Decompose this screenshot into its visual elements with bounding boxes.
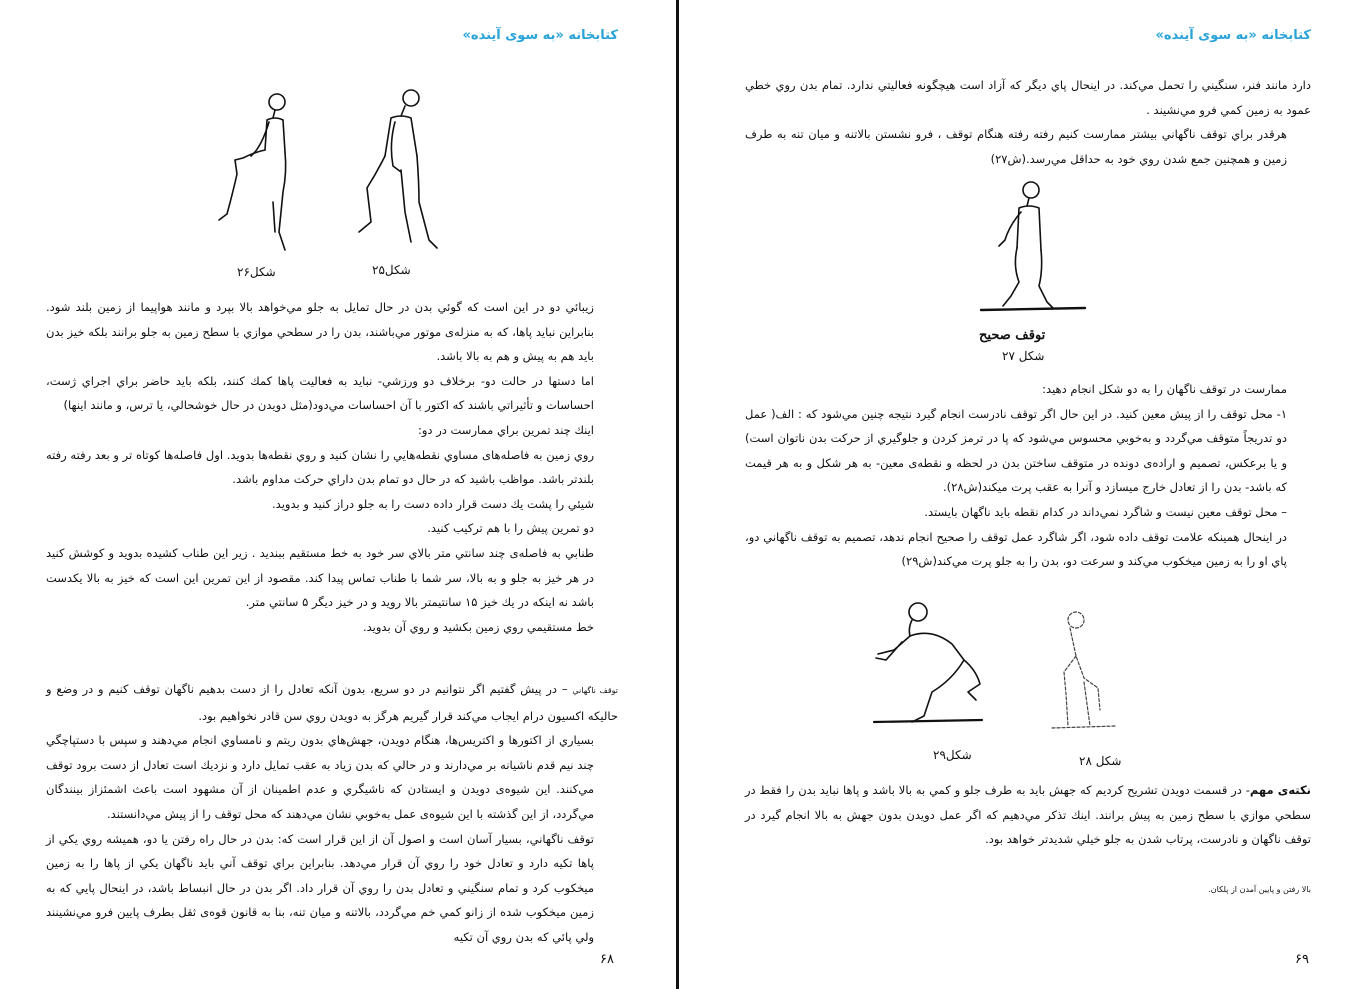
- section-label: توقف ناگهاني: [572, 686, 619, 695]
- figure-label-28: شکل ۲۸: [1079, 754, 1122, 768]
- paragraph: شيئي را پشت يك دست قرار داده دست را به جلو دراز كنيد و بدويد.: [272, 496, 594, 511]
- text-block-middle: [745, 377, 1311, 574]
- figure-label-25: شکل۲۵: [372, 263, 411, 277]
- important-label: نکته‌ی مهم: [1249, 783, 1311, 797]
- paragraph: روي زمين به فاصله‌های مساوي نقطه‌هايي را نشان كنيد و روي نقطه‌ها بدويد. اول فاصله‌ها كوتاه تر و بعد رفته رفته بلندتر باشد. مواظب باشيد كه در حال دو تمام بدن داراي حركت مداوم باشد.: [46, 447, 594, 487]
- paragraph: اينك چند تمرين براي ممارست در دو:: [417, 422, 594, 437]
- paragraph: توقف ناگهاني، بسيار آسان است و اصول آن از اين قرار است كه: بدن در حال راه رفتن يا دو، هميشه روي يكي از پاها تكيه دارد و تعادل خود را روي آن قرار مي‌دهد. بنابراين براي توقف آني بايد ناگهان يكي از پاها را به زمين ميخكوب كرد و تمام سنگيني و تعادل بدن را روي آن قرار داد. اگر بدن در حال انبساط باشد، در اينحال پايي كه به زمين ميخكوب شده از زانو كمي خم مي‌گردد، بالاتنه و ميان تنه، بنا به قانون قوه‌ی ثقل بطرف پايين فرو مي‌نشينند ولي پائي كه بدن روي آن تكيه: [46, 831, 594, 944]
- paragraph: بسياري از اكتورها و اكتريس‌ها، هنگام دويدن، جهش‌هاي بدون ريتم و نامساوي انجام مي‌دهند و سپس با دستپاچگي چند نيم قدم ناشيانه بر مي‌دارند و در حالي كه بدن زياد به عقب تمايل دارد و نزديك است تعادل از دست برود توقف مي‌كنند. اين شيوه‌ی دويدن و ايستادن كه ناشيگري و عدم اطمينان از آن مشهود است باعث اشمئزاز بينندگان مي‌گردد، از اين گذشته با اين شيوه‌ی عمل به‌خوبي نشان مي‌دهند كه محل توقف را از پيش مي‌دانستند.: [46, 733, 594, 821]
- paragraph: ۱- محل توقف را از پيش معين كنيد. در اين حال اگر توقف نادرست انجام گيرد نتيجه چنين مي‌شود كه : الف( عمل دو تدريجاً متوقف مي‌گردد و به‌خوبي محسوس مي‌شود كه پا در ترمز كردن و جلوگيري از حركت بدن ناتوان است) و يا برعكس، تصميم و اراده‌ی دونده در متوقف ساختن بدن در لحظه و نقطه‌ی معين- به هر شكل و به هر قيمت كه باشد- بدن را از تعادل خارج ميسازد و آنرا به عقب پرت ميكند(ش۲۸).: [745, 406, 1287, 495]
- paragraph: زيبائي دو در اين است كه گوئي بدن در حال تمايل به جلو مي‌خواهد بالا بپرد و مانند هواپيما از زمين بلند شود. بنابراين نبايد پاها، كه به منزله‌ی موتور مي‌باشند، بدن را در سطحي موازي با سطح زمين به جلو برانند بلكه خيز بدن بايد هم به پيش و هم به بالا باشد.: [46, 300, 594, 364]
- figure-28-29-falling: [872, 598, 1132, 738]
- paragraph: ممارست در توقف ناگهان را به دو شكل انجام دهيد:: [1042, 382, 1287, 396]
- important-text: - در قسمت دويدن تشريح كرديم كه جهش بايد به طرف جلو و كمي به بالا باشد و پاها نبايد بدن را فقط در سطحي موازي با سطح زمين به پيش برانند. اينك تذكر مي‌دهيم كه اگر عمل دويدن بدون جهش به بالا انجام گيرد در توقف ناگهان و نادرست، پرتاب شدن به جلو خيلي شديدتر خواهد بود.: [745, 783, 1311, 847]
- paragraph: طنابي به فاصله‌ی چند سانتي متر بالاي سر خود به خط مستقيم ببنديد . زير اين طناب كشيده بدويد و كوشش كنيد در هر خيز به جلو و به بالا، سر شما با طناب تماس پيدا كند. مقصود از اين تمرين اين است كه خيز به بالا يكدست باشد نه اينكه در يك خيز ۱۵ سانتيمتر بالا رويد و در خيز ديگر ۵ سانتي متر.: [46, 545, 594, 610]
- figure-running-25-26: [205, 82, 455, 252]
- figure-27-correct-stop: [979, 178, 1089, 318]
- text-block-bottom: [46, 677, 618, 950]
- page-header: کتابخانه «به سوی آینده»: [462, 28, 618, 43]
- paragraph: خط مستقيمي روي زمين بكشيد و روي آن بدويد.: [362, 619, 594, 634]
- page-number: ۶۹: [1295, 952, 1309, 967]
- text-block-top: [46, 295, 618, 639]
- text-block-top: [745, 73, 1311, 171]
- paragraph: هرقدر براي توقف ناگهاني بيشتر ممارست كنيم رفته رفته هنگام توقف ، فرو نشستن بالاتنه و ميان تنه به طرف زمين و همچنين جمع شدن روي خود به حداقل مي‌رسد.(ش۲۷): [745, 127, 1287, 166]
- paragraph: اما دستها در حالت دو- برخلاف دو ورزشي- نبايد به فعاليت پاها كمك كنند، بلكه بايد حاضر براي اجراي ژست، احساسات و تأثيراتي باشند كه اكتور با آن احساسات مي‌دود(مثل دويدن در حال خوشحالي، يا ترس، و مانند اينها): [46, 373, 594, 413]
- text-block-bottom: [745, 778, 1311, 852]
- page-header: کتابخانه «به سوی آینده»: [1155, 28, 1311, 43]
- figure-label-29: شکل۲۹: [933, 748, 972, 762]
- paragraph: دو تمرين پيش را با هم تركيب كنيد.: [427, 521, 594, 536]
- paragraph: دارد مانند فنر، سنگيني را تحمل مي‌كند. در اينحال پاي ديگر كه آزاد است هيچگونه فعاليتي ندارد. تمام بدن روي خطي عمود به زمين كمي فرو مي‌نشيند .: [745, 78, 1311, 117]
- right-page: [679, 0, 1347, 989]
- page-number: ۶۸: [600, 952, 614, 967]
- figure-27-caption: توقف صحیح: [979, 328, 1046, 343]
- paragraph: در اينحال همينكه علامت توقف داده شود، اگر شاگرد عمل توقف را صحيح انجام ندهد، تصميم به توقف ناگهاني دو، پاي او را به زمين ميخكوب مي‌كند و سرعت دو، بدن را به جلو پرت مي‌كند(ش۲۹): [745, 529, 1287, 569]
- important-note: [745, 778, 1311, 852]
- figure-27-label: شکل ۲۷: [1002, 349, 1045, 363]
- paragraph: – محل توقف معين نيست و شاگرد نمي‌داند در كدام نقطه بايد ناگهان بايستد.: [924, 504, 1287, 519]
- section-intro-text: – در پيش گفتيم اگر نتوانيم در دو سريع، بدون آنكه تعادل را از دست بدهيم ناگهان توقف كنيم و در وضع و حاليكه اكسيون درام ايجاب مي‌كند قرار گيريم هرگز به دويدن روي سن قادر نخواهيم بود.: [46, 682, 618, 723]
- footnote: بالا رفتن و پايين آمدن از پلكان.: [1208, 885, 1311, 894]
- section-intro: [46, 677, 618, 728]
- figure-label-26: شکل۲۶: [237, 265, 276, 279]
